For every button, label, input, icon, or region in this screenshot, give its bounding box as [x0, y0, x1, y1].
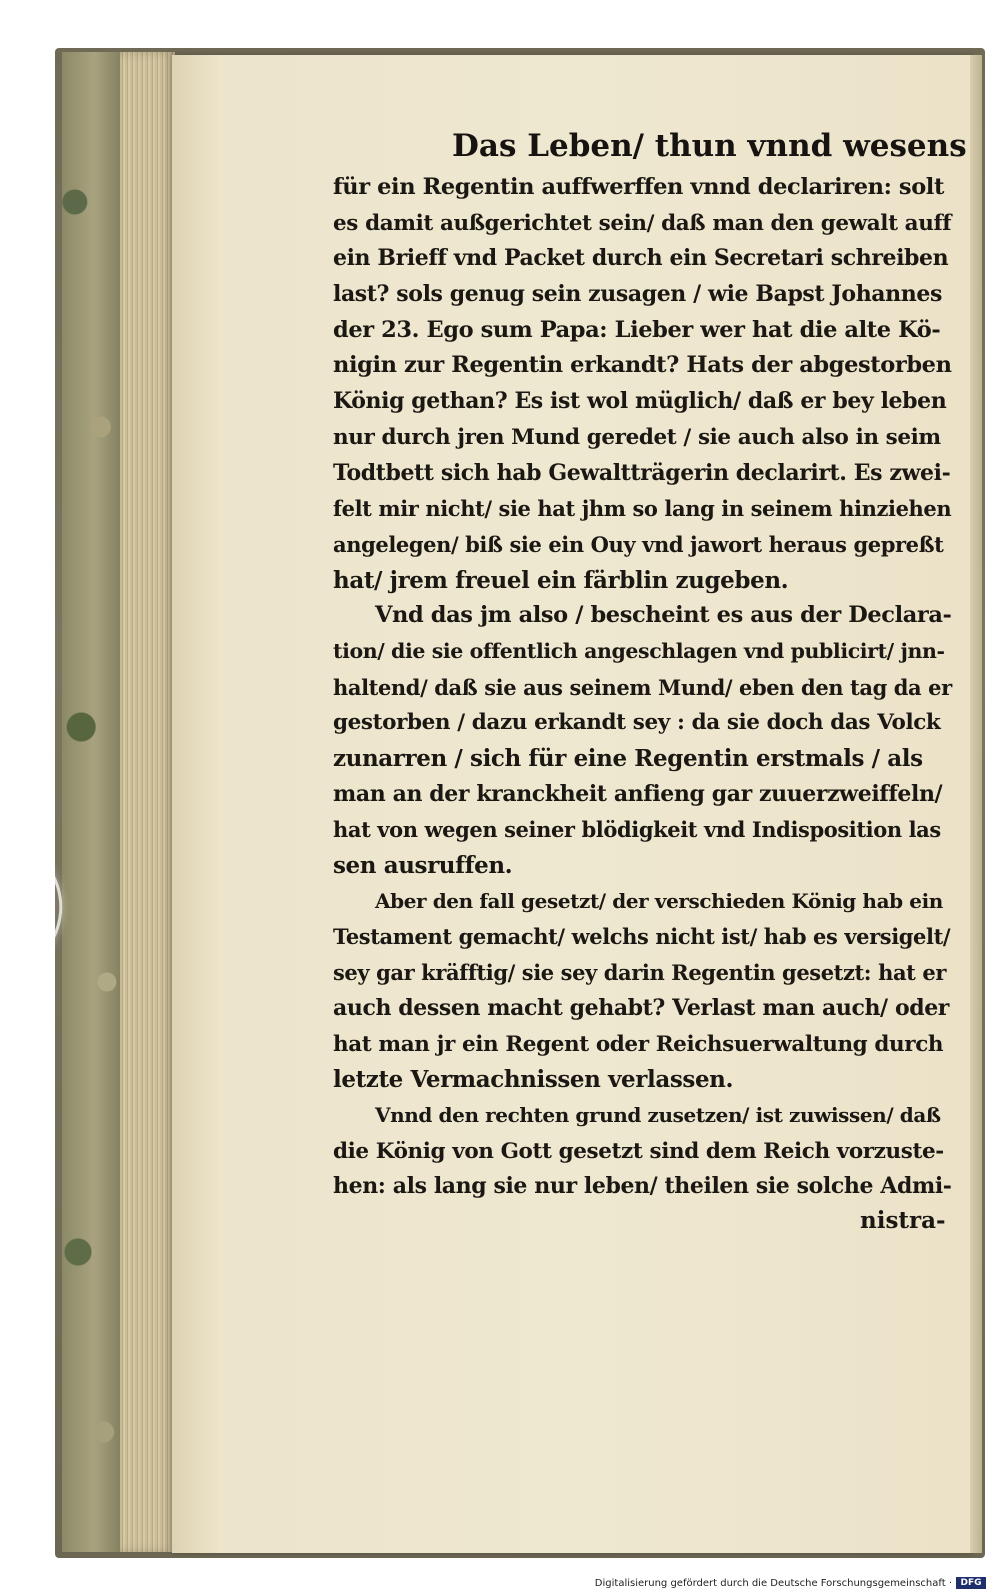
text-line: die König von Gott gesetzt sind dem Reich vorzuste-: [333, 1138, 944, 1164]
page-edges: [120, 52, 175, 1552]
catchword: nistra-: [860, 1207, 946, 1234]
text-line: für ein Regentin auffwerffen vnnd declariren: solt: [333, 174, 944, 200]
text-line: last? sols genug sein zusagen / wie Bapst Johannes: [333, 281, 942, 308]
text-line: hat man jr ein Regent oder Reichsuerwaltung durch: [333, 1031, 944, 1057]
text-line: Aber den fall gesetzt/ der verschieden König hab ein: [375, 888, 943, 913]
text-line: zunarren / sich für eine Regentin erstmals / als: [333, 745, 923, 772]
marbled-endpaper: [62, 52, 126, 1552]
text-line: Vnd das jm also / bescheint es aus der Declara-: [375, 602, 952, 629]
text-line: Vnnd den rechten grund zusetzen/ ist zuwissen/ daß: [375, 1102, 941, 1127]
text-line: gestorben / dazu erkandt sey : da sie doch das Volck: [333, 710, 941, 736]
text-line: ein Brieff vnd Packet durch ein Secretari schreiben: [333, 245, 949, 272]
text-line: sen ausruffen.: [333, 852, 513, 880]
page-right-edge: [970, 55, 982, 1553]
text-line: nur durch jren Mund geredet / sie auch also in seim: [333, 424, 941, 450]
running-header: Das Leben/ thun vnnd wesens: [452, 128, 967, 164]
text-line: letzte Vermachnissen verlassen.: [333, 1066, 734, 1094]
text-line: tion/ die sie offentlich angeschlagen vnd publicirt/ jnn-: [333, 638, 945, 663]
text-line: auch dessen macht gehabt? Verlast man auch/ oder: [333, 994, 949, 1021]
text-line: König gethan? Es ist wol müglich/ daß er bey leben: [333, 388, 947, 415]
text-line: es damit außgerichtet sein/ daß man den gewalt auff: [333, 210, 952, 236]
text-line: felt mir nicht/ sie hat jhm so lang in seinem hinziehen: [333, 496, 952, 522]
text-line: hen: als lang sie nur leben/ theilen sie solche Admi-: [333, 1173, 952, 1200]
body-text: [333, 170, 953, 1205]
text-line: man an der kranckheit anfieng gar zuuerzweiffeln/: [333, 780, 943, 807]
text-line: nigin zur Regentin erkandt? Hats der abgestorben: [333, 352, 952, 379]
text-line: haltend/ daß sie aus seinem Mund/ eben den tag da er: [333, 674, 952, 700]
footer-credit: Digitalisierung gefördert durch die Deutsche Forschungsgemeinschaft ·: [594, 1578, 952, 1589]
text-line: angelegen/ biß sie ein Ouy vnd jawort heraus gepreßt: [333, 531, 944, 557]
text-line: Todtbett sich hab Gewaltträgerin declarirt. Es zwei-: [333, 459, 951, 486]
text-line: hat von wegen seiner blödigkeit vnd Indisposition las: [333, 817, 941, 843]
text-line: Testament gemacht/ welchs nicht ist/ hab es versigelt/: [333, 924, 951, 950]
text-line: sey gar kräfftig/ sie sey darin Regentin gesetzt: hat er: [333, 960, 946, 986]
dfg-logo-icon: DFG: [956, 1577, 986, 1589]
text-line: der 23. Ego sum Papa: Lieber wer hat die alte Kö-: [333, 316, 941, 343]
text-line: hat/ jrem freuel ein färblin zugeben.: [333, 566, 789, 594]
